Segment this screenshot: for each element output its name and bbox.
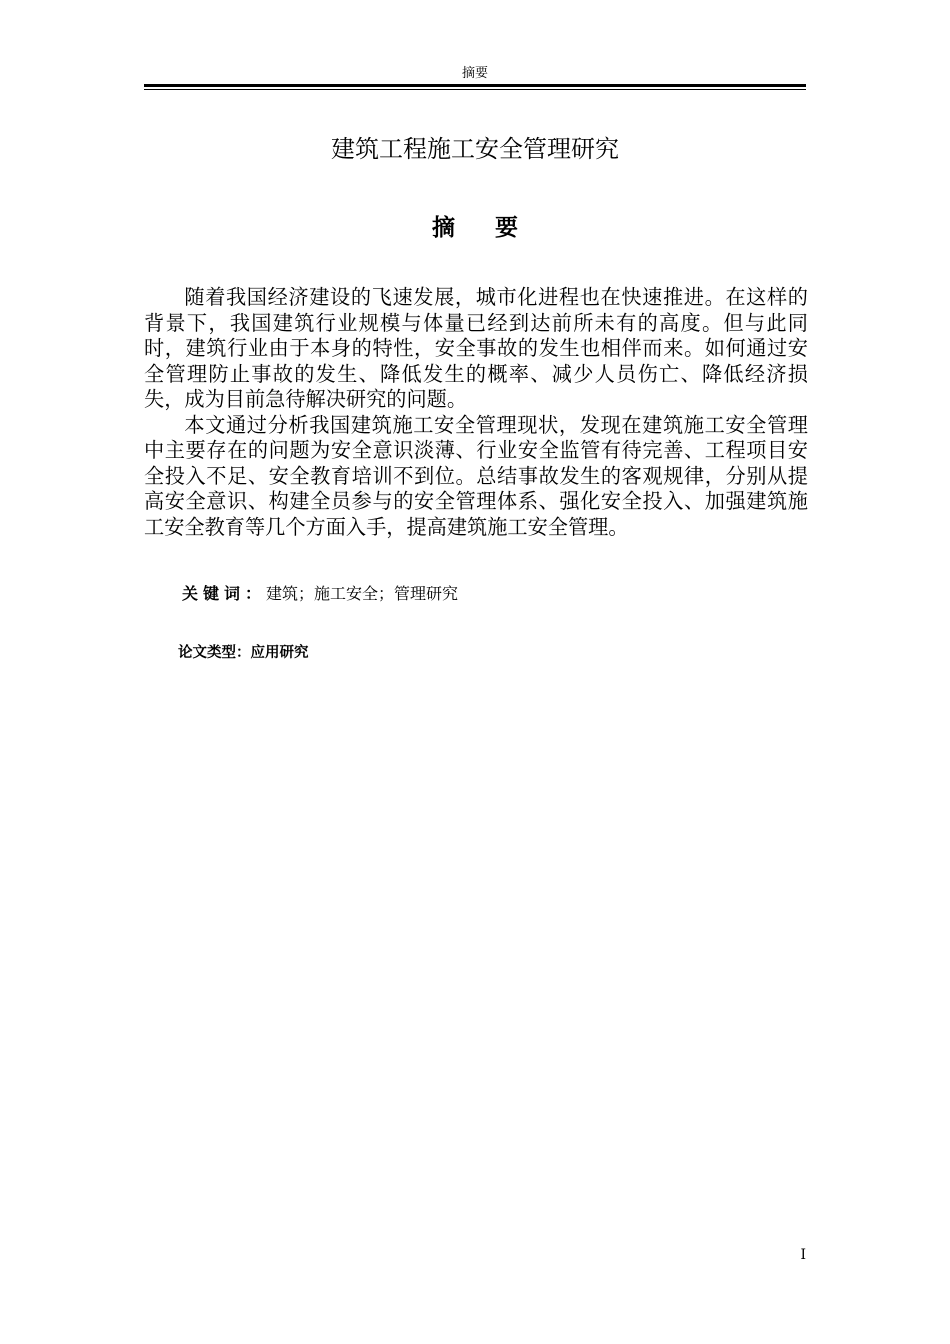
paper-type-value: 应用研究	[250, 644, 309, 661]
keywords-value: 建筑；施工安全；管理研究	[266, 584, 459, 603]
keywords-line	[182, 583, 458, 605]
abstract-body	[144, 285, 808, 540]
running-header: 摘要	[461, 66, 488, 81]
abstract-heading: 摘 要	[431, 214, 534, 241]
paper-title: 建筑工程施工安全管理研究	[331, 135, 619, 163]
abstract-paragraph-2: 本文通过分析我国建筑施工安全管理现状，发现在建筑施工安全管理中主要存在的问题为安全意识淡薄、行业安全监管有待完善、工程项目安全投入不足、安全教育培训不到位。总结事故发生的客观规律，分别从提高安全意识、构建全员参与的安全管理体系、强化安全投入、加强建筑施工安全教育等几个方面入手，提高建筑施工安全管理。	[144, 412, 808, 539]
paper-type-label: 论文类型：	[178, 644, 251, 661]
paper-type-line	[178, 642, 309, 664]
header-rule-thin	[144, 89, 806, 90]
abstract-paragraph-1: 随着我国经济建设的飞速发展，城市化进程也在快速推进。在这样的背景下，我国建筑行业规模与体量已经到达前所未有的高度。但与此同时，建筑行业由于本身的特性，安全事故的发生也相伴而来。如何通过安全管理防止事故的发生、降低发生的概率、减少人员伤亡、降低经济损失，成为目前急待解决研究的问题。	[144, 285, 808, 411]
page-number: I	[800, 1247, 806, 1263]
header-rule-thick	[144, 84, 806, 87]
keywords-label: 关键词：	[182, 584, 267, 603]
